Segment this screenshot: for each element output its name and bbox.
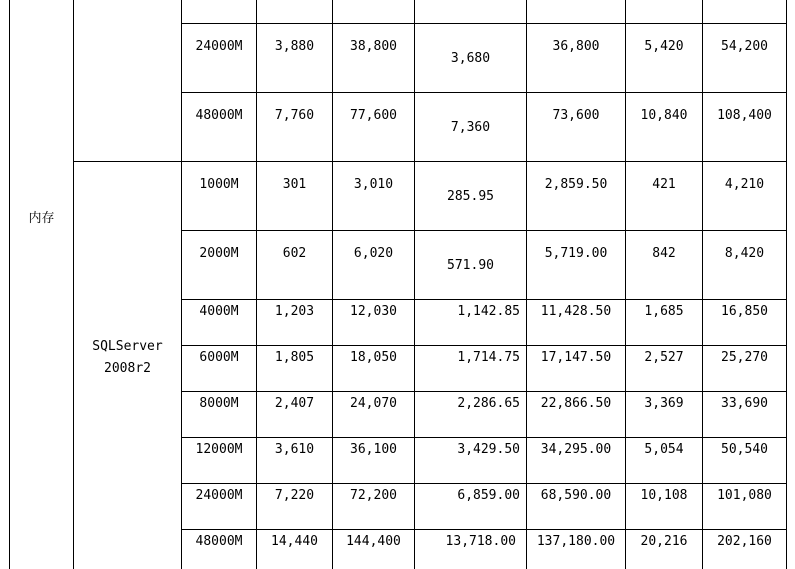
value-cell: 54,200: [721, 39, 768, 54]
value-cell: 101,080: [717, 488, 772, 503]
value-cell: 34,295.00: [540, 442, 612, 457]
value-cell: 5,719.00: [544, 246, 608, 261]
value-cell: 24,070: [350, 396, 397, 411]
value-cell: 1,714.75: [457, 350, 520, 365]
size-cell: 12000M: [195, 442, 243, 457]
grid-line: [73, 0, 74, 569]
value-cell: 137,180.00: [536, 534, 616, 549]
size-cell: 48000M: [195, 534, 243, 549]
value-cell: 36,800: [552, 39, 600, 54]
value-cell: 108,400: [717, 108, 772, 123]
value-cell: 6,859.00: [457, 488, 520, 503]
value-cell: 8,420: [724, 246, 765, 261]
value-cell: 38,800: [350, 39, 397, 54]
value-cell: 3,680: [450, 51, 491, 66]
product-name-line1: SQLServer: [92, 339, 163, 354]
value-cell: 3,369: [644, 396, 684, 411]
value-cell: 20,216: [640, 534, 688, 549]
grid-line: [181, 23, 787, 24]
value-cell: 1,203: [274, 304, 315, 319]
value-cell: 602: [282, 246, 307, 261]
value-cell: 571.90: [447, 258, 494, 273]
value-cell: 33,690: [721, 396, 768, 411]
value-cell: 1,142.85: [457, 304, 520, 319]
value-cell: 5,054: [644, 442, 684, 457]
grid-line: [73, 161, 787, 162]
value-cell: 421: [652, 177, 676, 192]
value-cell: 11,428.50: [540, 304, 612, 319]
value-cell: 68,590.00: [540, 488, 612, 503]
value-cell: 14,440: [271, 534, 318, 549]
value-cell: 50,540: [721, 442, 768, 457]
value-cell: 72,200: [350, 488, 397, 503]
value-cell: 7,220: [274, 488, 315, 503]
value-cell: 2,859.50: [544, 177, 608, 192]
size-cell: 24000M: [195, 488, 243, 503]
value-cell: 18,050: [350, 350, 397, 365]
value-cell: 10,840: [640, 108, 688, 123]
value-cell: 25,270: [721, 350, 768, 365]
value-cell: 285.95: [447, 189, 494, 204]
grid-line: [181, 92, 787, 93]
grid-line: [181, 230, 787, 231]
size-cell: 1000M: [199, 177, 239, 192]
grid-line: [9, 0, 10, 569]
value-cell: 4,210: [724, 177, 765, 192]
value-cell: 13,718.00: [445, 534, 516, 549]
size-cell: 24000M: [195, 39, 243, 54]
grid-line: [181, 437, 787, 438]
value-cell: 7,760: [274, 108, 315, 123]
value-cell: 5,420: [644, 39, 684, 54]
value-cell: 12,030: [350, 304, 397, 319]
product-label: [74, 336, 181, 380]
size-cell: 8000M: [199, 396, 239, 411]
value-cell: 22,866.50: [540, 396, 612, 411]
value-cell: 7,360: [450, 120, 491, 135]
value-cell: 6,020: [353, 246, 394, 261]
size-cell: 6000M: [199, 350, 239, 365]
value-cell: 144,400: [346, 534, 401, 549]
grid-line: [181, 529, 787, 530]
value-cell: 16,850: [721, 304, 768, 319]
value-cell: 3,429.50: [457, 442, 520, 457]
value-cell: 3,610: [274, 442, 315, 457]
value-cell: 3,010: [353, 177, 394, 192]
grid-line: [181, 391, 787, 392]
value-cell: 17,147.50: [540, 350, 612, 365]
value-cell: 2,286.65: [457, 396, 520, 411]
grid-line: [181, 345, 787, 346]
value-cell: 301: [282, 177, 307, 192]
value-cell: 2,527: [644, 350, 684, 365]
value-cell: 10,108: [640, 488, 688, 503]
value-cell: 73,600: [552, 108, 600, 123]
size-cell: 2000M: [199, 246, 239, 261]
size-cell: 4000M: [199, 304, 239, 319]
value-cell: 842: [652, 246, 676, 261]
value-cell: 3,880: [274, 39, 315, 54]
value-cell: 202,160: [717, 534, 772, 549]
value-cell: 77,600: [350, 108, 397, 123]
grid-line: [181, 483, 787, 484]
value-cell: 2,407: [274, 396, 315, 411]
grid-line: [181, 299, 787, 300]
value-cell: 1,805: [274, 350, 315, 365]
value-cell: 1,685: [644, 304, 684, 319]
size-cell: 48000M: [195, 108, 243, 123]
category-label: 内存: [28, 211, 55, 226]
value-cell: 36,100: [350, 442, 397, 457]
product-name-line2: 2008r2: [104, 361, 151, 376]
